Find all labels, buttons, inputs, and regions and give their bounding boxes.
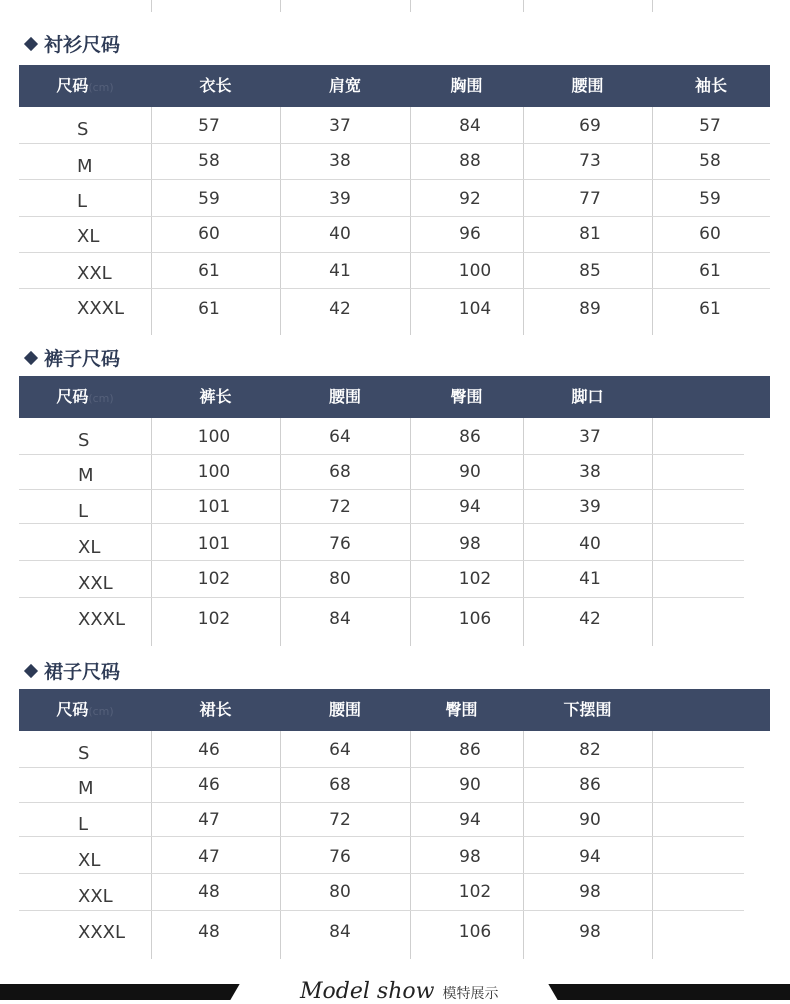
table-cell: 61: [198, 261, 220, 281]
table-cell: 41: [329, 261, 351, 281]
header-cell-size: 尺码(cm): [56, 387, 114, 406]
table-body: [19, 418, 744, 646]
header-cell: 衣长: [199, 76, 232, 95]
table-cell: 76: [329, 847, 351, 867]
table-cell: 58: [699, 151, 721, 171]
table-cell: XXXL: [78, 922, 126, 943]
table-cell: 61: [699, 261, 721, 281]
table-body: [19, 731, 744, 959]
footer-title-en: Model show: [300, 979, 435, 1004]
table-cell: 69: [579, 116, 601, 136]
table-cell: 48: [198, 882, 220, 902]
table-cell: 85: [579, 261, 601, 281]
header-cell: 腰围: [328, 387, 361, 406]
unit-label: (cm): [88, 392, 114, 405]
table-cell: 47: [198, 847, 220, 867]
table-cell: 77: [579, 189, 601, 209]
header-cell: 臀围: [450, 387, 483, 406]
table-cell: 96: [459, 224, 481, 244]
section-title: [26, 657, 120, 684]
header-cell: [652, 689, 770, 731]
table-cell: 94: [459, 497, 481, 517]
table-cell: XXL: [78, 573, 113, 594]
header-cell: 胸围: [450, 76, 483, 95]
table-cell: 68: [329, 775, 351, 795]
table-cell: 98: [459, 534, 481, 554]
table-cell: 92: [459, 189, 481, 209]
table-cell: 101: [197, 497, 231, 517]
table-cell: 72: [329, 810, 351, 830]
table-cell: 61: [198, 299, 220, 319]
table-cell: 102: [458, 882, 492, 902]
table-cell: 82: [579, 740, 601, 760]
table-cell: M: [78, 778, 94, 799]
table-cell: 40: [579, 534, 601, 554]
header-cell-size: 尺码(cm): [56, 76, 114, 95]
table-header: [19, 689, 770, 731]
table-cell: 48: [198, 922, 220, 942]
table-cell: 101: [197, 534, 231, 554]
header-cell: 袖长: [694, 76, 727, 95]
table-cell: 68: [329, 462, 351, 482]
table-cell: XXL: [78, 886, 113, 907]
table-cell: 86: [459, 740, 481, 760]
table-cell: 57: [198, 116, 220, 136]
table-cell: 46: [198, 740, 220, 760]
table-cell: XL: [78, 850, 101, 871]
table-cell: 61: [699, 299, 721, 319]
diamond-icon: [24, 37, 38, 51]
header-cell: 裙长: [199, 700, 232, 719]
table-cell: 106: [458, 609, 492, 629]
table-cell: 98: [579, 922, 601, 942]
table-cell: 94: [459, 810, 481, 830]
header-cell: 脚口: [571, 387, 604, 406]
table-cell: S: [78, 743, 90, 764]
diamond-icon: [24, 664, 38, 678]
footer-title: [300, 979, 498, 1004]
table-cell: L: [78, 814, 89, 835]
table-cell: XXL: [77, 263, 112, 284]
header-cell: [652, 376, 770, 418]
unit-label: (cm): [88, 705, 114, 718]
table-cell: 76: [329, 534, 351, 554]
table-cell: 106: [458, 922, 492, 942]
table-cell: 86: [579, 775, 601, 795]
table-cell: 86: [459, 427, 481, 447]
table-cell: S: [77, 119, 89, 140]
table-cell: 42: [329, 299, 351, 319]
table-header: [19, 376, 770, 418]
header-cell-size: 尺码(cm): [56, 700, 114, 719]
table-cell: 102: [197, 609, 231, 629]
table-cell: 59: [699, 189, 721, 209]
table-cell: 98: [579, 882, 601, 902]
table-cell: 94: [579, 847, 601, 867]
table-cell: 59: [198, 189, 220, 209]
table-cell: M: [78, 465, 94, 486]
table-cell: 100: [458, 261, 492, 281]
table-cell: 98: [459, 847, 481, 867]
table-cell: 84: [459, 116, 481, 136]
table-cell: 60: [699, 224, 721, 244]
table-cell: 90: [459, 775, 481, 795]
header-cell: 裤长: [199, 387, 232, 406]
table-cell: 102: [197, 569, 231, 589]
section-title: [26, 344, 120, 371]
header-cell: 腰围: [328, 700, 361, 719]
table-cell: S: [78, 430, 90, 451]
table-cell: 57: [699, 116, 721, 136]
table-cell: XL: [78, 537, 101, 558]
table-cell: 80: [329, 882, 351, 902]
table-cell: 37: [579, 427, 601, 447]
table-header: [19, 65, 770, 107]
table-cell: 81: [579, 224, 601, 244]
table-body: [19, 107, 770, 335]
header-cell: 肩宽: [328, 76, 361, 95]
table-cell: 80: [329, 569, 351, 589]
section-title-text: 裤子尺码: [44, 348, 121, 370]
table-cell: 39: [329, 189, 351, 209]
table-cell: L: [78, 501, 89, 522]
table-cell: 40: [329, 224, 351, 244]
footer-title-cn: 模特展示: [442, 986, 499, 1002]
table-cell: 39: [579, 497, 601, 517]
table-cell: 60: [198, 224, 220, 244]
table-cell: 46: [198, 775, 220, 795]
table-cell: 38: [579, 462, 601, 482]
table-cell: 64: [329, 740, 351, 760]
table-cell: 100: [197, 427, 231, 447]
table-cell: L: [77, 191, 88, 212]
table-cell: 84: [329, 609, 351, 629]
table-cell: 41: [579, 569, 601, 589]
table-cell: 47: [198, 810, 220, 830]
table-cell: 38: [329, 151, 351, 171]
section-title-text: 裙子尺码: [44, 661, 121, 683]
section-title: [26, 30, 120, 57]
section-title-text: 衬衫尺码: [44, 34, 121, 56]
table-cell: 102: [458, 569, 492, 589]
table-cell: 90: [459, 462, 481, 482]
unit-label: (cm): [88, 81, 114, 94]
table-cell: 73: [579, 151, 601, 171]
header-cell: 腰围: [571, 76, 604, 95]
header-cell: 臀围: [445, 700, 478, 719]
table-cell: 72: [329, 497, 351, 517]
table-cell: 42: [579, 609, 601, 629]
previous-table-stub: [0, 0, 790, 12]
header-cell: 下摆围: [563, 700, 612, 719]
table-cell: XXXL: [78, 609, 126, 630]
diamond-icon: [24, 351, 38, 365]
table-cell: 84: [329, 922, 351, 942]
table-cell: 37: [329, 116, 351, 136]
table-cell: 90: [579, 810, 601, 830]
table-cell: 100: [197, 462, 231, 482]
table-cell: 58: [198, 151, 220, 171]
table-cell: M: [77, 156, 93, 177]
table-cell: 88: [459, 151, 481, 171]
table-cell: XL: [77, 226, 100, 247]
table-cell: 104: [458, 299, 492, 319]
table-cell: XXXL: [77, 298, 125, 319]
table-cell: 64: [329, 427, 351, 447]
table-cell: 89: [579, 299, 601, 319]
